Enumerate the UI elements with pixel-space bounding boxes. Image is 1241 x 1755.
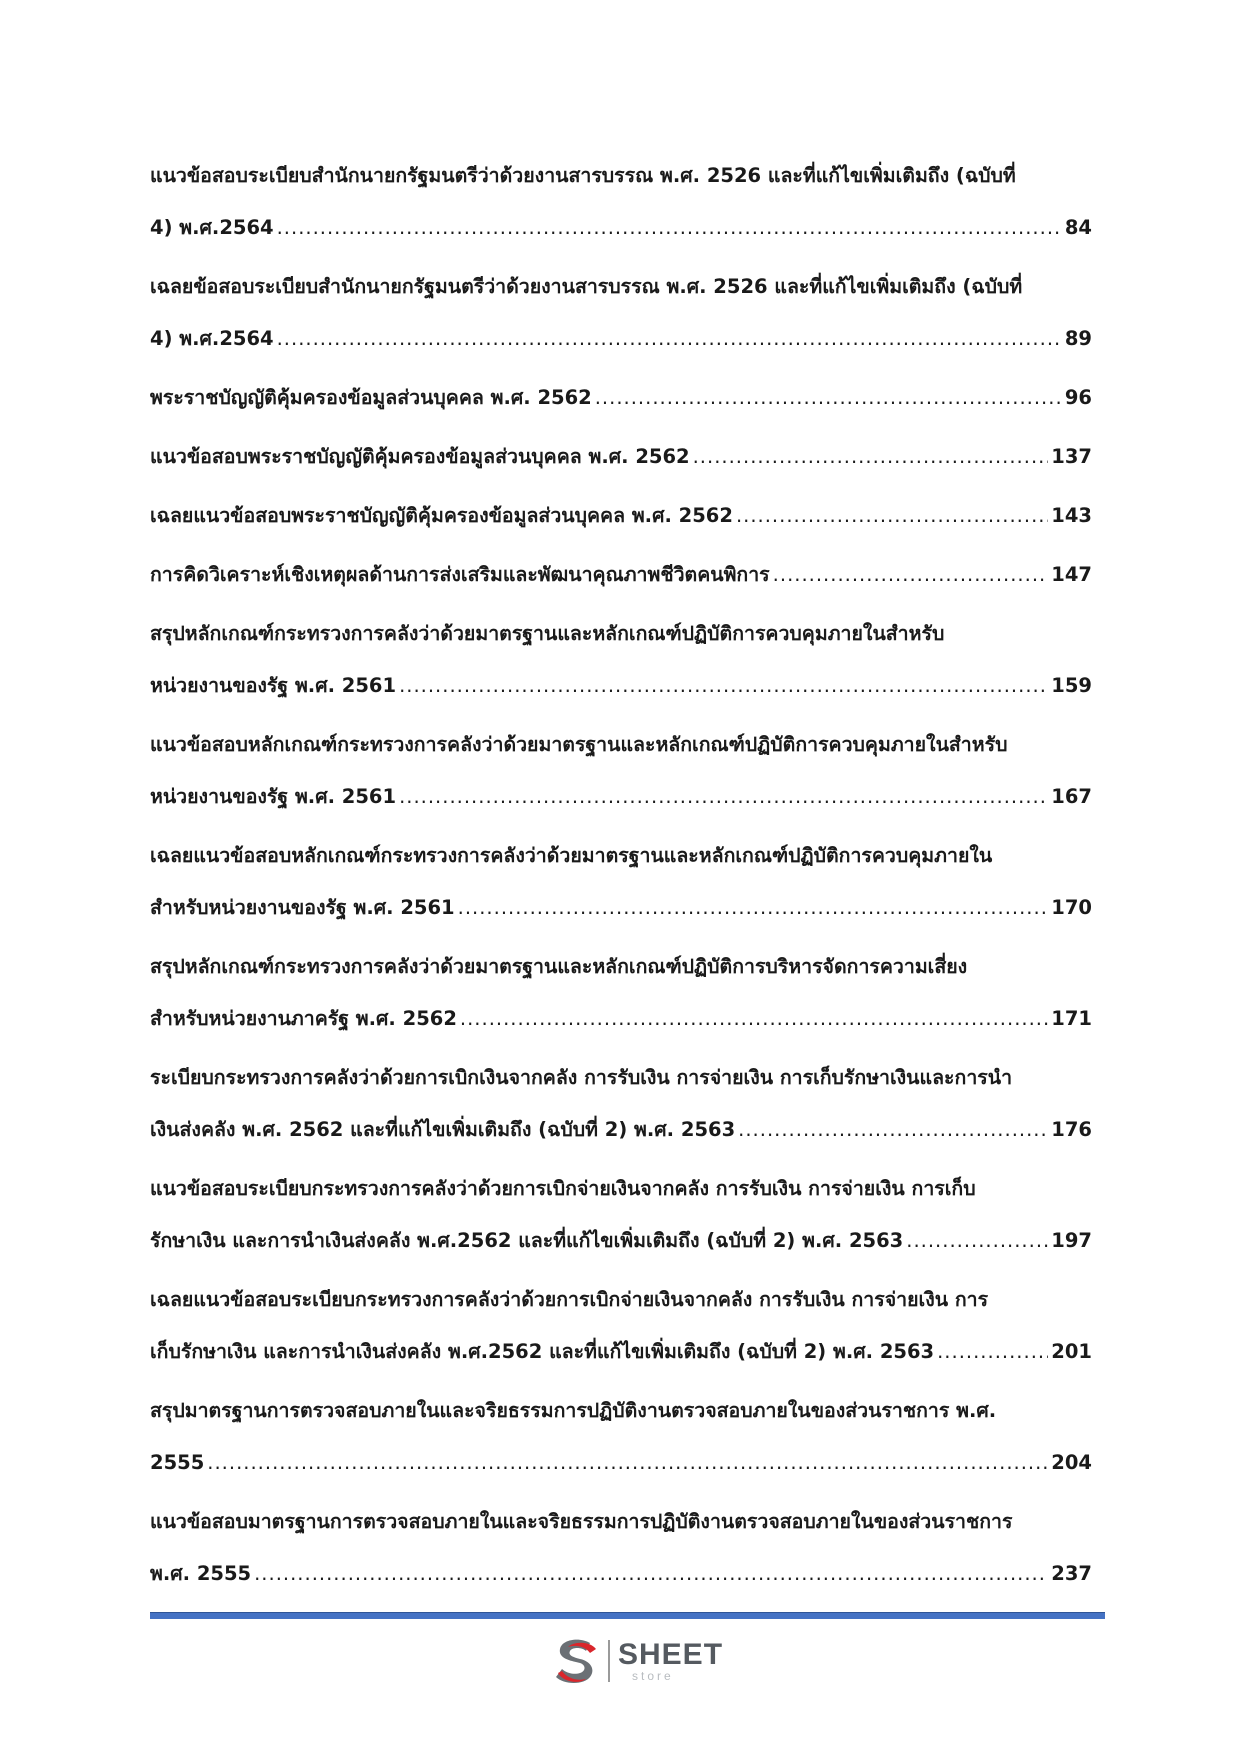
toc-entry-title-line: แนวข้อสอบมาตรฐานการตรวจสอบภายในและจริยธรรมการปฏิบัติงานตรวจสอบภายในของส่วนราชการ [150,1510,1013,1533]
toc-page-number: 167 [1051,785,1092,808]
toc-dot-leader [207,1437,1048,1489]
toc-page-number: 237 [1051,1562,1092,1585]
toc-entry-title-line: เฉลยแนวข้อสอบหลักเกณฑ์กระทรวงการคลังว่าด้วยมาตรฐานและหลักเกณฑ์ปฏิบัติการควบคุมภายใน [150,844,993,867]
toc-entry[interactable] [150,372,1092,424]
toc-entry[interactable] [150,719,1092,823]
toc-page-number: 159 [1051,674,1092,697]
toc-entry-title-line: แนวข้อสอบหลักเกณฑ์กระทรวงการคลังว่าด้วยมาตรฐานและหลักเกณฑ์ปฏิบัติการควบคุมภายในสำหรับ [150,733,1008,756]
brand-subtitle: store [632,1669,674,1683]
toc-entry-title: หน่วยงานของรัฐ พ.ศ. 2561 [150,674,397,697]
toc-entry[interactable] [150,1052,1092,1156]
toc-entry-last-line [150,313,1092,365]
toc-entry-title: 2555 [150,1451,205,1474]
toc-dot-leader [937,1326,1048,1378]
toc-entry-title-line: เฉลยข้อสอบระเบียบสำนักนายกรัฐมนตรีว่าด้วยงานสารบรรณ พ.ศ. 2526 และที่แก้ไขเพิ่มเติมถึง (ฉบับที่ [150,275,1023,298]
toc-page-number: 84 [1064,216,1092,239]
sheet-store-logo [550,1632,723,1690]
toc-dot-leader [254,1548,1048,1600]
toc-dot-leader [399,771,1048,823]
toc-entry-title: เงินส่งคลัง พ.ศ. 2562 และที่แก้ไขเพิ่มเติมถึง (ฉบับที่ 2) พ.ศ. 2563 [150,1118,736,1141]
toc-entry-last-line [150,1215,1092,1267]
toc-entry-last-line [150,549,1092,601]
toc-page-number: 201 [1051,1340,1092,1363]
toc-entry[interactable] [150,1274,1092,1378]
toc-entry[interactable] [150,1385,1092,1489]
toc-page-number: 176 [1051,1118,1092,1141]
toc-dot-leader [736,490,1048,542]
toc-dot-leader [693,431,1049,483]
toc-entry-last-line [150,372,1092,424]
toc-entry-last-line [150,1104,1092,1156]
toc-entry-title: รักษาเงิน และการนำเงินส่งคลัง พ.ศ.2562 และที่แก้ไขเพิ่มเติมถึง (ฉบับที่ 2) พ.ศ. 2563 [150,1229,904,1252]
toc-entry[interactable] [150,261,1092,365]
toc-dot-leader [595,372,1062,424]
toc-entry-title: หน่วยงานของรัฐ พ.ศ. 2561 [150,785,397,808]
toc-dot-leader [906,1215,1048,1267]
toc-entry-title: เก็บรักษาเงิน และการนำเงินส่งคลัง พ.ศ.2562 และที่แก้ไขเพิ่มเติมถึง (ฉบับที่ 2) พ.ศ. 2563 [150,1340,935,1363]
toc-entry-title: 4) พ.ศ.2564 [150,216,274,239]
toc-dot-leader [458,882,1049,934]
toc-dot-leader [738,1104,1048,1156]
table-of-contents [150,150,1092,1607]
toc-entry-last-line [150,431,1092,483]
toc-entry[interactable] [150,431,1092,483]
toc-page-number: 96 [1064,386,1092,409]
toc-entry-last-line [150,993,1092,1045]
toc-entry-last-line [150,1437,1092,1489]
toc-entry-last-line [150,202,1092,254]
toc-page-number: 143 [1051,504,1092,527]
toc-page-number: 197 [1051,1229,1092,1252]
toc-entry-title: แนวข้อสอบพระราชบัญญัติคุ้มครองข้อมูลส่วนบุคคล พ.ศ. 2562 [150,445,690,468]
toc-entry[interactable] [150,608,1092,712]
logo-divider [608,1640,610,1682]
toc-entry-last-line [150,1326,1092,1378]
toc-entry[interactable] [150,549,1092,601]
toc-entry[interactable] [150,1163,1092,1267]
toc-entry[interactable] [150,150,1092,254]
toc-entry-title-line: เฉลยแนวข้อสอบระเบียบกระทรวงการคลังว่าด้วยการเบิกจ่ายเงินจากคลัง การรับเงิน การจ่ายเงิน การ [150,1288,989,1311]
toc-entry-last-line [150,771,1092,823]
toc-dot-leader [399,660,1048,712]
toc-entry-title-line: แนวข้อสอบระเบียบกระทรวงการคลังว่าด้วยการเบิกจ่ายเงินจากคลัง การรับเงิน การจ่ายเงิน การเก็บ [150,1177,976,1200]
toc-entry-title-line: ระเบียบกระทรวงการคลังว่าด้วยการเบิกเงินจากคลัง การรับเงิน การจ่ายเงิน การเก็บรักษาเงินและการนำ [150,1066,1013,1089]
toc-entry-title-line: แนวข้อสอบระเบียบสำนักนายกรัฐมนตรีว่าด้วยงานสารบรรณ พ.ศ. 2526 และที่แก้ไขเพิ่มเติมถึง (ฉบับที่ [150,164,1016,187]
toc-entry-title-line: สรุปมาตรฐานการตรวจสอบภายในและจริยธรรมการปฏิบัติงานตรวจสอบภายในของส่วนราชการ พ.ศ. [150,1399,997,1422]
toc-page-number: 170 [1051,896,1092,919]
toc-entry-title: พ.ศ. 2555 [150,1562,252,1585]
toc-entry-last-line [150,882,1092,934]
toc-page-number: 171 [1051,1007,1092,1030]
sheet-store-s-icon [550,1635,602,1687]
toc-page-number: 204 [1051,1451,1092,1474]
toc-page-number: 147 [1051,563,1092,586]
toc-dot-leader [460,993,1048,1045]
toc-entry-last-line [150,660,1092,712]
footer-rule [150,1612,1105,1619]
toc-entry-title: 4) พ.ศ.2564 [150,327,274,350]
toc-page-number: 137 [1051,445,1092,468]
toc-dot-leader [773,549,1049,601]
toc-entry-title: การคิดวิเคราะห์เชิงเหตุผลด้านการส่งเสริมและพัฒนาคุณภาพชีวิตคนพิการ [150,563,770,586]
toc-entry[interactable] [150,490,1092,542]
toc-entry-title: สำหรับหน่วยงานของรัฐ พ.ศ. 2561 [150,896,455,919]
toc-page-number: 89 [1064,327,1092,350]
toc-dot-leader [277,313,1062,365]
toc-entry-title-line: สรุปหลักเกณฑ์กระทรวงการคลังว่าด้วยมาตรฐานและหลักเกณฑ์ปฏิบัติการบริหารจัดการความเสี่ยง [150,955,968,978]
toc-entry-title: พระราชบัญญัติคุ้มครองข้อมูลส่วนบุคคล พ.ศ. 2562 [150,386,592,409]
toc-entry-last-line [150,490,1092,542]
toc-dot-leader [277,202,1062,254]
toc-entry[interactable] [150,1496,1092,1600]
toc-entry-last-line [150,1548,1092,1600]
toc-entry[interactable] [150,830,1092,934]
toc-entry-title: สำหรับหน่วยงานภาครัฐ พ.ศ. 2562 [150,1007,457,1030]
toc-entry[interactable] [150,941,1092,1045]
brand-name: SHEET [618,1638,724,1671]
logo-text [618,1640,723,1682]
toc-entry-title-line: สรุปหลักเกณฑ์กระทรวงการคลังว่าด้วยมาตรฐานและหลักเกณฑ์ปฏิบัติการควบคุมภายในสำหรับ [150,622,945,645]
toc-entry-title: เฉลยแนวข้อสอบพระราชบัญญัติคุ้มครองข้อมูลส่วนบุคคล พ.ศ. 2562 [150,504,733,527]
